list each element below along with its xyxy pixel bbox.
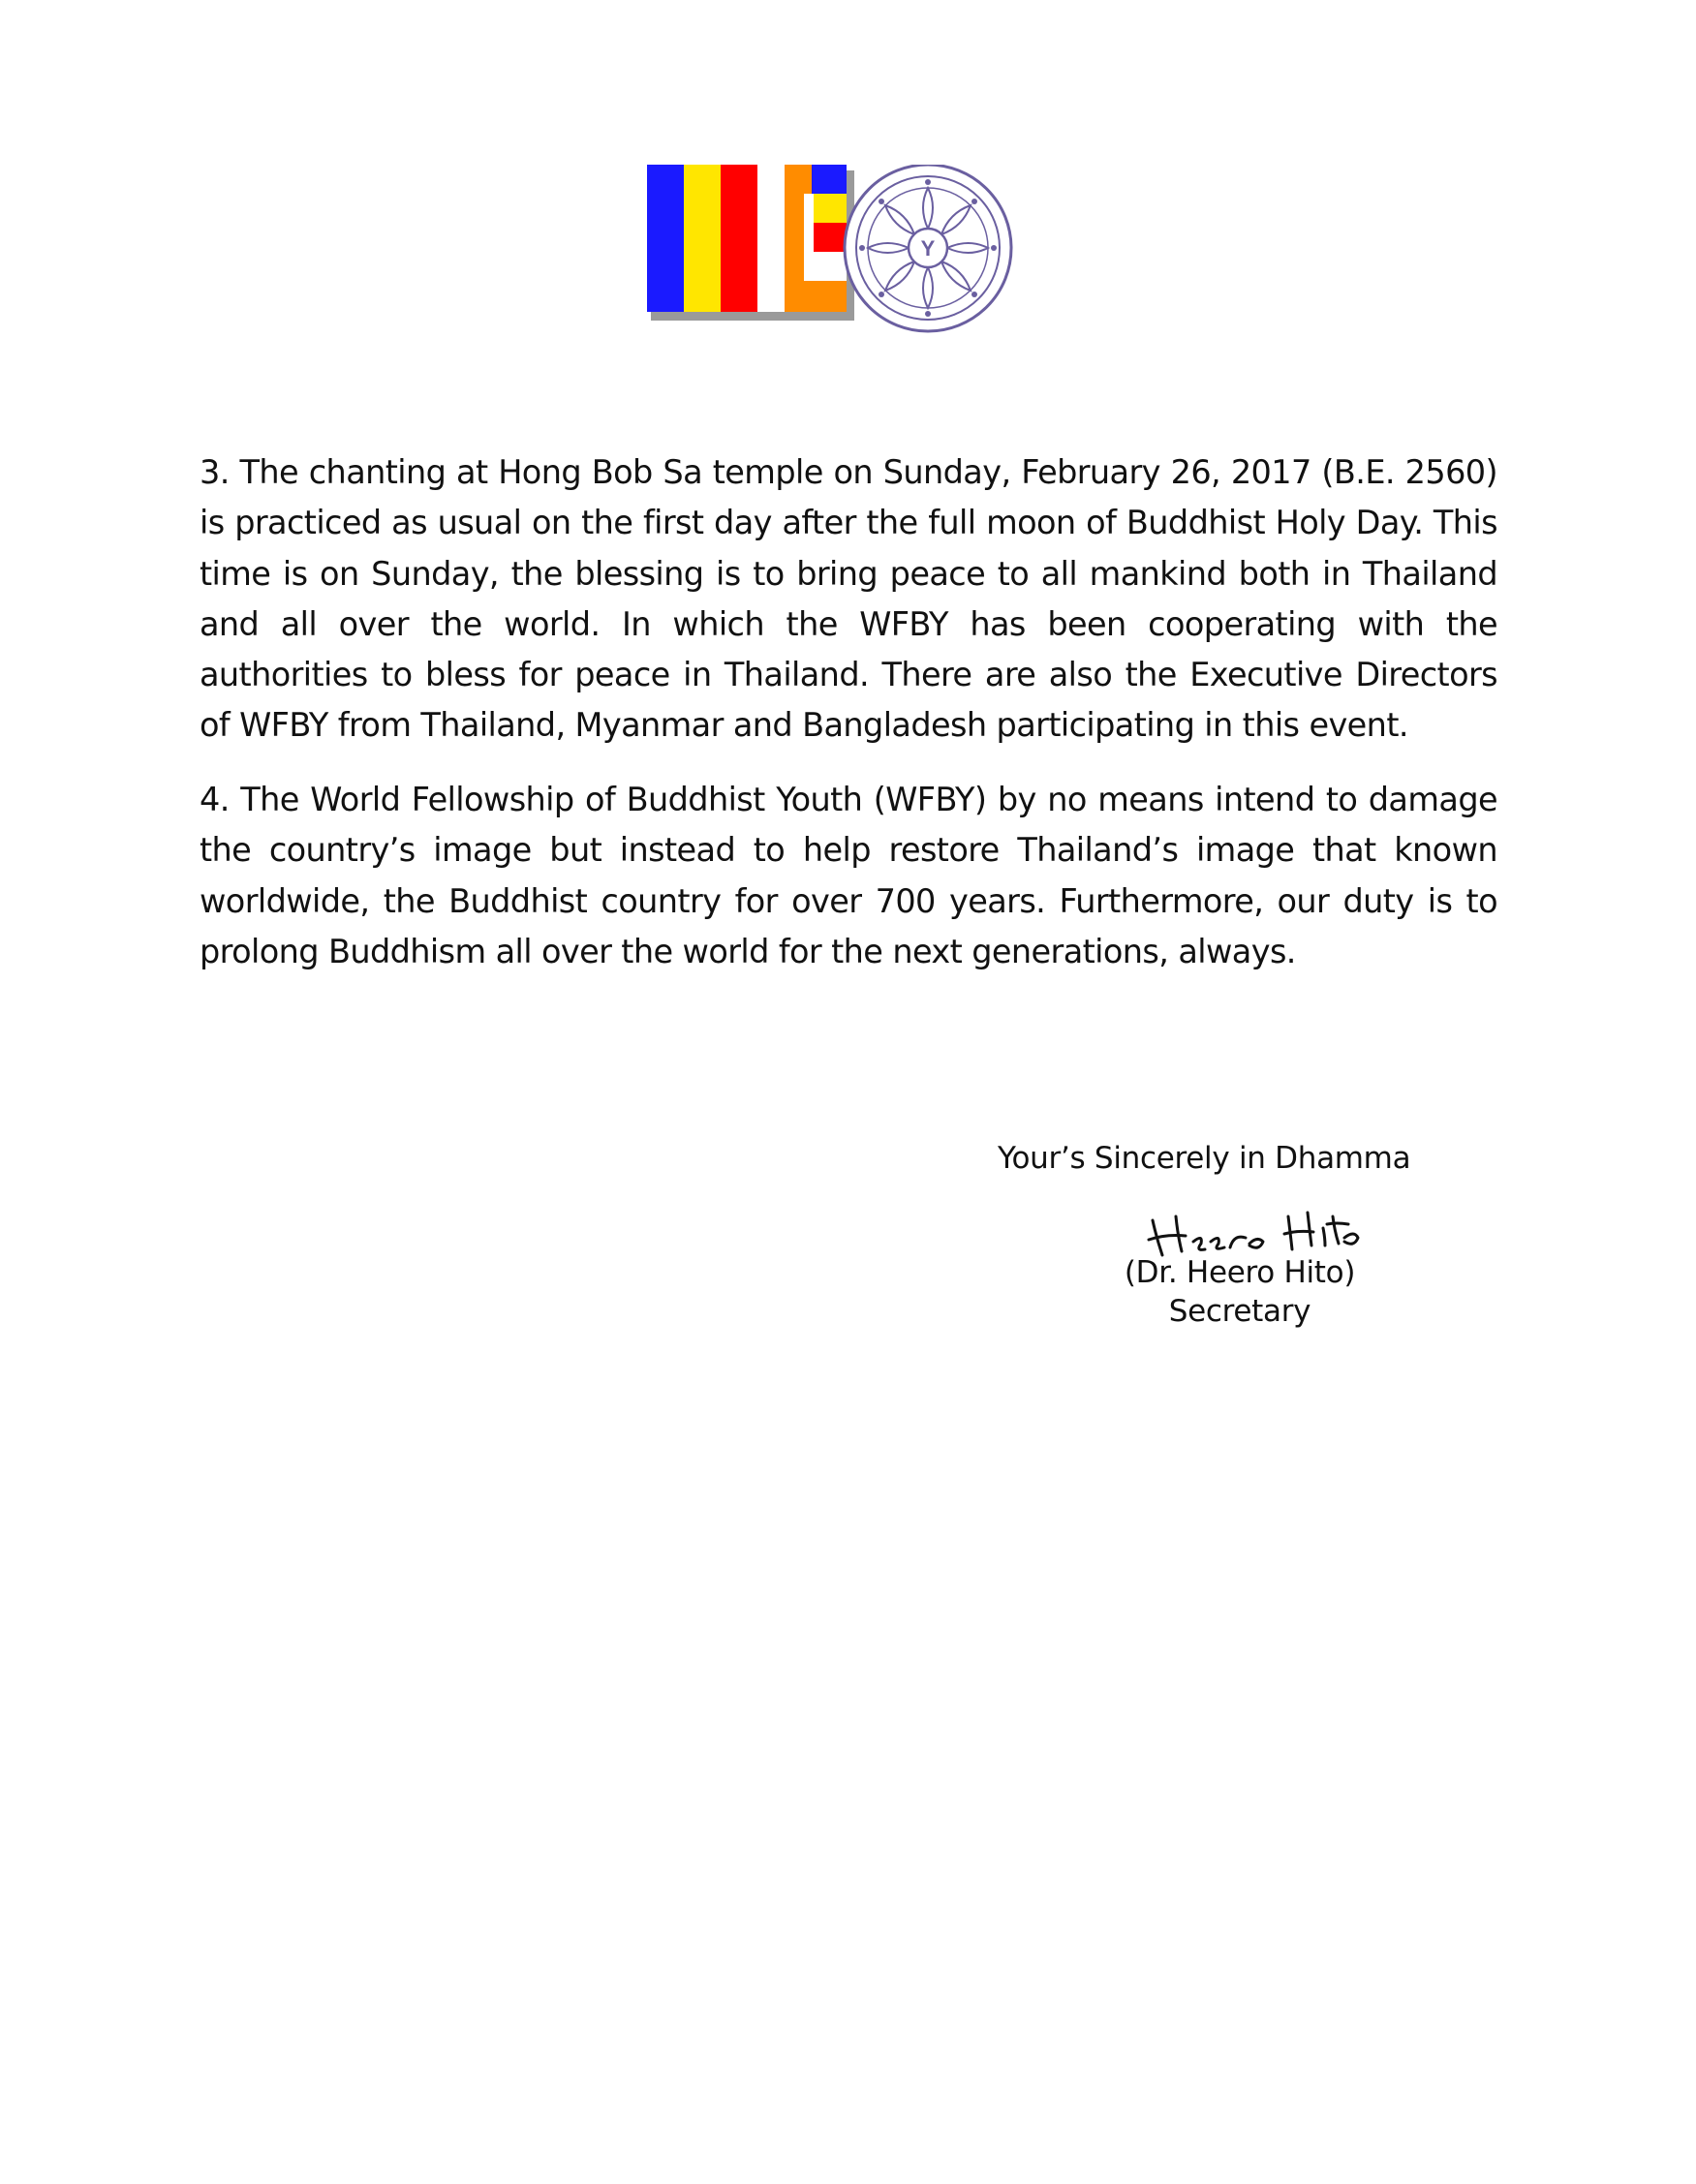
wheel-letter: Y	[920, 236, 936, 261]
paragraph-3: 3. The chanting at Hong Bob Sa temple on Sunday, February 26, 2017 (B.E. 2560) is practiced as usual on the first day after the full moon of Buddhist Holy Day. This time is on Sunday, the blessing is to bring peace to all mankind both in Thailand and all over the world. In which the WFBY has been cooperating with the authorities to bless for peace in Thailand. There are also the Executive Directors of WFBY from Thailand, Myanmar and Bangladesh participating in this event.	[200, 453, 1497, 745]
organization-logo	[647, 165, 1034, 358]
paragraph-4: 4. The World Fellowship of Buddhist Youth (WFBY) by no means intend to damage the country’s image but instead to help restore Thailand’s image that known worldwide, the Buddhist country for over 700 years. Furthermore, our duty is to prolong Buddhism all over the world for the next generations, always.	[200, 781, 1497, 970]
closing-salutation: Your’s Sincerely in Dhamma	[998, 1141, 1411, 1176]
dharma-wheel-icon	[845, 165, 1011, 331]
buddhist-flag-icon	[647, 165, 854, 321]
signer-title: Secretary	[1168, 1294, 1311, 1329]
signer-name: (Dr. Heero Hito)	[1124, 1255, 1356, 1290]
logo-graphic	[647, 165, 1034, 358]
